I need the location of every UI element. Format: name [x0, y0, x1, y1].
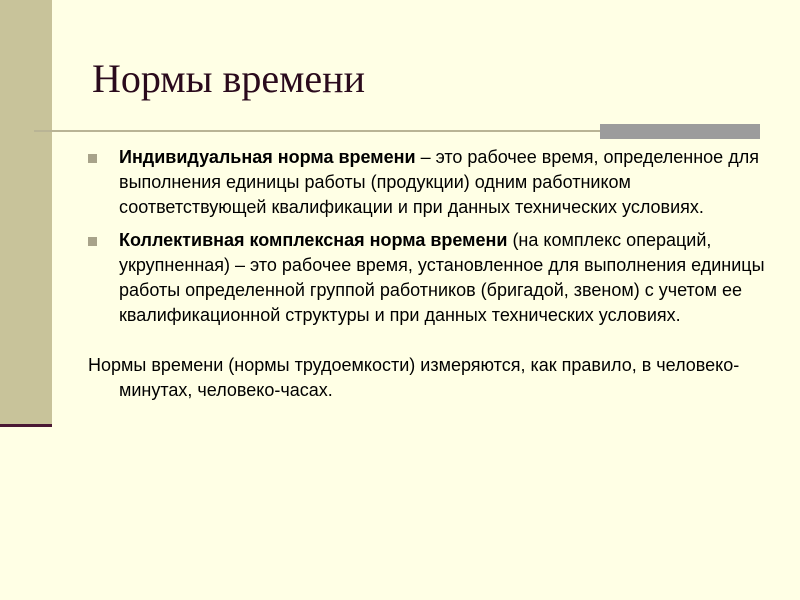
summary-note: Нормы времени (нормы трудоемкости) измеряются, как правило, в человеко-минутах, человеко-часах.	[88, 355, 740, 400]
slide-title: Нормы времени	[92, 56, 365, 101]
slide-body	[88, 145, 768, 403]
bullet-item-individual	[88, 145, 768, 220]
bullet-text: – это рабочее время, определенное для выполнения единицы работы (продукции) одним работником соответствующей квалификации и при данных технических условиях.	[119, 147, 759, 217]
decorative-side-bar	[0, 0, 52, 427]
square-bullet-icon	[88, 154, 97, 163]
bullet-term: Коллективная комплексная норма времени	[119, 230, 508, 250]
title-accent-bar	[600, 124, 760, 139]
square-bullet-icon	[88, 237, 97, 246]
bullet-term: Индивидуальная норма времени	[119, 147, 416, 167]
bullet-text: (на комплекс операций, укрупненная) – это рабочее время, установленное для выполнения единицы работы определенной группой работников (бригадой, звеном) с учетом ее квалификационной структуры и при данных технических условиях.	[119, 230, 765, 325]
bullet-item-collective	[88, 228, 768, 328]
side-bar-edge	[0, 424, 52, 427]
